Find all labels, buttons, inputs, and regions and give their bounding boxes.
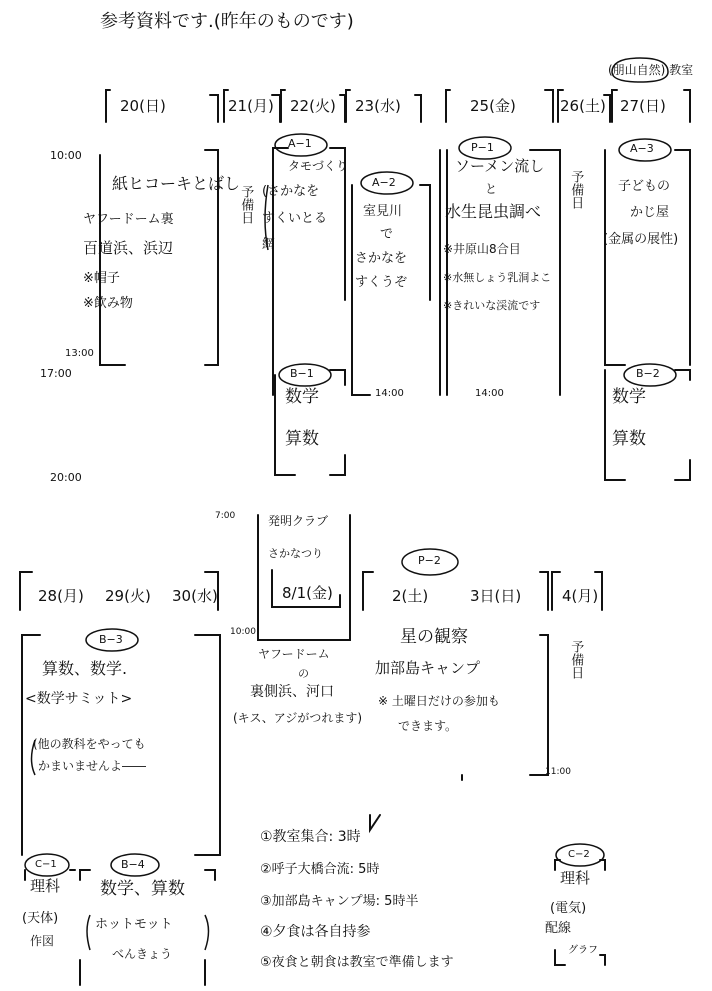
dome-line-3: 裏側浜、河口 [250, 684, 334, 700]
time-1000: 10:00 [50, 149, 82, 162]
b1-title: 数学 [285, 387, 319, 407]
a3-line-3: (金属の展性) [603, 232, 679, 247]
p1-title: ソーメン流し [455, 157, 545, 175]
b3-note-1: (他の教科をやっても [33, 737, 146, 751]
p1-note-3: ※きれいな渓流です [443, 299, 541, 312]
date-22: 22(火) [290, 97, 336, 115]
c1-sub-1: (天体) [22, 911, 59, 926]
a1-line-2: すくいとる [262, 211, 328, 226]
b4-sub-1: ホットモット [95, 917, 173, 932]
date-30: 30(水) [172, 587, 218, 605]
time-0700: 7:00 [215, 511, 236, 521]
p1-subtitle: 水生昆虫調べ [445, 202, 542, 221]
schedule-3: ③加部島キャンプ場: 5時半 [260, 894, 419, 909]
p1-note-2: ※水無しょう乳洞よこ [443, 271, 552, 284]
kami-note-2: ※飲み物 [83, 296, 133, 311]
date-25: 25(金) [470, 97, 516, 115]
a2-line-3: さかなを [355, 251, 408, 266]
dome-line-4: (キス、アジがつれます) [233, 711, 363, 725]
a2-line-2: で [380, 227, 394, 242]
date-3: 3日(日) [470, 587, 522, 605]
c1-tag: C−1 [35, 859, 57, 870]
date-20: 20(日) [120, 97, 166, 115]
date-8-1: 8/1(金) [282, 584, 333, 602]
b3-sub: <数学サミット> [25, 691, 133, 707]
p1-end-time: 14:00 [475, 388, 504, 399]
time-1100: 11:00 [545, 767, 571, 777]
a2-tag: A−2 [372, 176, 396, 189]
c1-title: 理科 [30, 877, 61, 895]
p2-tag: P−2 [418, 554, 441, 567]
c2-tag: C−2 [568, 849, 590, 860]
date-2: 2(土) [392, 587, 429, 605]
a1-line-1: (さかなを [262, 184, 320, 199]
schedule-2: ②呼子大橋合流: 5時 [260, 862, 380, 877]
date-27-note: (朋山自然) 教室 [608, 63, 694, 77]
date-26: 26(土) [560, 97, 606, 115]
club-title: 発明クラブ [268, 514, 329, 528]
kami-note-1: ※帽子 [83, 271, 120, 286]
dome-line-2: の [298, 667, 309, 680]
club-sub: さかなつり [268, 547, 323, 560]
b1-sub: 算数 [285, 429, 319, 449]
kami-title: 紙ヒコーキとばし [112, 174, 241, 193]
b3-tag: B−3 [99, 633, 123, 646]
c2-title: 理科 [560, 869, 591, 887]
b4-tag: B−4 [121, 858, 145, 871]
c2-sub-1: (電気) [550, 901, 587, 916]
p1-and: と [485, 182, 498, 196]
p2-note-2: できます。 [398, 719, 458, 733]
a3-line-2: かじ屋 [630, 205, 670, 220]
b3-title: 算数、数学. [42, 659, 128, 678]
b1-tag: B−1 [290, 367, 314, 380]
b2-sub: 算数 [612, 429, 646, 449]
c1-sub-2: 作図 [30, 934, 55, 948]
b3-note-2: かまいませんよ―― [38, 759, 147, 773]
time-1700: 17:00 [40, 367, 72, 380]
b2-title: 数学 [612, 387, 646, 407]
a1-tag: A−1 [288, 137, 312, 150]
b4-sub-2: べんきょう [112, 947, 173, 961]
a1-title: タモづくり [288, 159, 349, 173]
page-title: 参考資料です.(昨年のものです) [100, 11, 354, 32]
time-2000: 20:00 [50, 471, 82, 484]
a3-line-1: 子どもの [618, 179, 671, 194]
date-27: 27(日) [620, 97, 666, 115]
a2-line-1: 室見川 [363, 204, 403, 219]
kami-place: ヤフードーム裏 [83, 212, 174, 227]
c2-sub-3: グラフ [568, 945, 598, 956]
yobi-26: 予備日 [568, 170, 584, 209]
p1-tag: P−1 [471, 141, 494, 154]
b4-title: 数学、算数 [100, 879, 185, 899]
dome-line-1: ヤフードーム [258, 647, 330, 661]
schedule-1: ①教室集合: 3時 [260, 829, 361, 845]
time-1000-b: 10:00 [230, 627, 256, 637]
p2-title: 星の観察 [400, 627, 468, 647]
yobi-21: 予備日 [238, 185, 254, 224]
date-21: 21(月) [228, 97, 274, 115]
schedule-4: ④夕食は各自持参 [260, 924, 371, 940]
date-23: 23(水) [355, 97, 401, 115]
a1-line-3: 網 [262, 237, 276, 252]
kami-beach: 百道浜、浜辺 [83, 239, 174, 257]
time-1300: 13:00 [65, 348, 94, 359]
date-29: 29(火) [105, 587, 151, 605]
a3-tag: A−3 [630, 142, 654, 155]
p2-note-1: ※ 土曜日だけの参加も [378, 694, 500, 708]
p1-note-1: ※井原山8合目 [443, 242, 521, 256]
schedule-5: ⑤夜食と朝食は教室で準備します [260, 955, 454, 970]
b2-tag: B−2 [636, 367, 660, 380]
p2-sub: 加部島キャンプ [375, 659, 481, 677]
yobi-4: 予備日 [568, 640, 584, 679]
a2-end-time: 14:00 [375, 388, 404, 399]
date-4: 4(月) [562, 587, 599, 605]
a2-line-4: すくうぞ [355, 275, 408, 290]
date-28: 28(月) [38, 587, 84, 605]
c2-sub-2: 配線 [545, 921, 572, 936]
